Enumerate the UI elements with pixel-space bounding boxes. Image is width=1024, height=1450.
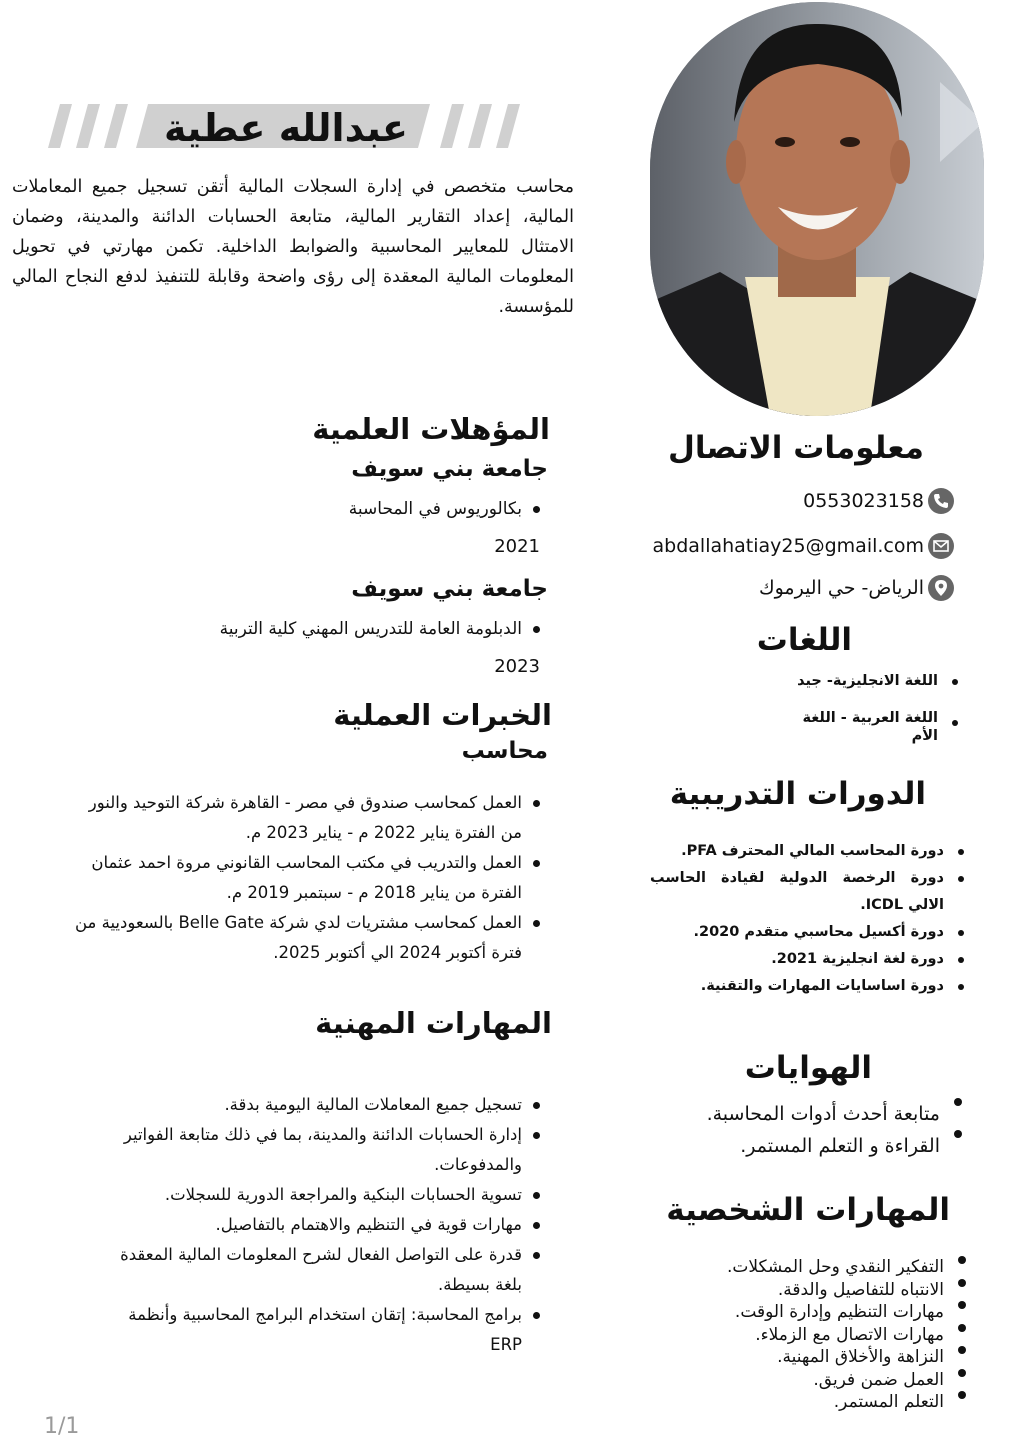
list-item: إدارة الحسابات الدائنة والمدينة، بما في ذلك متابعة الفواتير والمدفوعات.	[114, 1120, 544, 1180]
personal-skills-title: المهارات الشخصية	[666, 1192, 950, 1228]
contact-email-row	[653, 533, 954, 559]
phone-icon	[928, 488, 954, 514]
list-item: العمل كمحاسب صندوق في مصر - القاهرة شركة التوحيد والنور من الفترة يناير 2022 م - يناير 2023 م.	[72, 788, 544, 848]
envelope-icon	[928, 533, 954, 559]
name-banner	[40, 100, 530, 156]
education-degree-list-2	[104, 614, 544, 644]
hobbies-title: الهوايات	[744, 1050, 872, 1086]
education-year: 2021	[494, 536, 540, 557]
contact-title: معلومات الاتصال	[668, 430, 924, 466]
address-text: الرياض- حي اليرموك	[758, 577, 924, 599]
list-item: مهارات الاتصال مع الزملاء.	[652, 1324, 972, 1347]
page-number: 1/1	[44, 1414, 80, 1439]
languages-list	[794, 668, 962, 745]
list-item: القراءة و التعلم المستمر.	[648, 1130, 968, 1162]
list-item: التعلم المستمر.	[652, 1391, 972, 1414]
education-school-2: جامعة بني سويف	[351, 576, 548, 602]
experience-role: محاسب	[461, 738, 548, 764]
courses-title: الدورات التدريبية	[669, 776, 926, 812]
professional-summary: محاسب متخصص في إدارة السجلات المالية أتقن تسجيل جميع المعاملات المالية، إعداد التقارير المالية، متابعة الحسابات الدائنة والمدينة، وضمان الامتثال للمعايير المحاسبية والضوابط الداخلية. تكمن مهارتي في تحويل المعلومات المالية المعقدة إلى رؤى واضحة وقابلة للتنفيذ لدفع النجاح المالي للمؤسسة.	[12, 177, 574, 317]
list-item: مهارات قوية في التنظيم والاهتمام بالتفاصيل.	[114, 1210, 544, 1240]
list-item: العمل والتدريب في مكتب المحاسب القانوني مروة احمد عثمان الفترة من يناير 2018 م - سبتمبر 2019 م.	[72, 848, 544, 908]
list-item: تسوية الحسابات البنكية والمراجعة الدورية للسجلات.	[114, 1180, 544, 1210]
list-item: العمل كمحاسب مشتريات لدي شركة Belle Gate بالسعوديية من فترة أكتوبر 2024 الي أكتوبر 2025.	[72, 908, 544, 968]
email-address[interactable]: abdallahatiay25@gmail.com	[652, 535, 924, 557]
list-item: دورة اساسايات المهارات والتقنية.	[650, 973, 968, 1000]
phone-number[interactable]: 0553023158	[803, 490, 924, 512]
profile-photo	[650, 2, 984, 416]
experience-list	[72, 788, 544, 968]
professional-skills-list	[114, 1090, 544, 1360]
experience-title: الخبرات العملية	[333, 698, 552, 732]
list-item: مهارات التنظيم وإدارة الوقت.	[652, 1301, 972, 1324]
list-item: دورة المحاسب المالي المحترف PFA.	[650, 838, 968, 865]
hobbies-list	[648, 1098, 968, 1162]
list-item: قدرة على التواصل الفعال لشرح المعلومات المالية المعقدة بلغة بسيطة.	[114, 1240, 544, 1300]
education-degree: بكالوريوس في المحاسبة	[124, 494, 544, 524]
education-degree-list-1	[124, 494, 544, 524]
courses-list	[650, 838, 968, 1000]
list-item: برامج المحاسبة: إتقان استخدام البرامج المحاسبية وأنظمة ERP	[114, 1300, 544, 1360]
list-item: التفكير النقدي وحل المشكلات.	[652, 1256, 972, 1279]
list-item: الانتباه للتفاصيل والدقة.	[652, 1279, 972, 1302]
list-item: اللغة العربية - اللغة الأم	[794, 709, 962, 745]
education-degree: الدبلومة العامة للتدريس المهني كلية التربية	[104, 614, 544, 644]
contact-address-row	[759, 575, 954, 601]
list-item: تسجيل جميع المعاملات المالية اليومية بدقة.	[114, 1090, 544, 1120]
education-school-1: جامعة بني سويف	[351, 456, 548, 482]
languages-title: اللغات	[756, 622, 852, 658]
location-pin-icon	[928, 575, 954, 601]
list-item: العمل ضمن فريق.	[652, 1369, 972, 1392]
list-item: دورة الرخصة الدولية لقيادة الحاسب الالي ICDL.	[650, 865, 968, 919]
personal-skills-list	[652, 1256, 972, 1414]
list-item: اللغة الانجليزية- جيد	[794, 668, 962, 695]
list-item: متابعة أحدث أدوات المحاسبة.	[648, 1098, 968, 1130]
list-item: دورة لغة انجليزية 2021.	[650, 946, 968, 973]
education-year: 2023	[494, 656, 540, 677]
list-item: النزاهة والأخلاق المهنية.	[652, 1346, 972, 1369]
professional-skills-title: المهارات المهنية	[315, 1006, 552, 1040]
list-item: دورة أكسيل محاسبي متقدم 2020.	[650, 919, 968, 946]
contact-phone-row	[803, 488, 954, 514]
education-title: المؤهلات العلمية	[312, 412, 550, 446]
candidate-name: عبدالله عطية	[163, 106, 408, 150]
